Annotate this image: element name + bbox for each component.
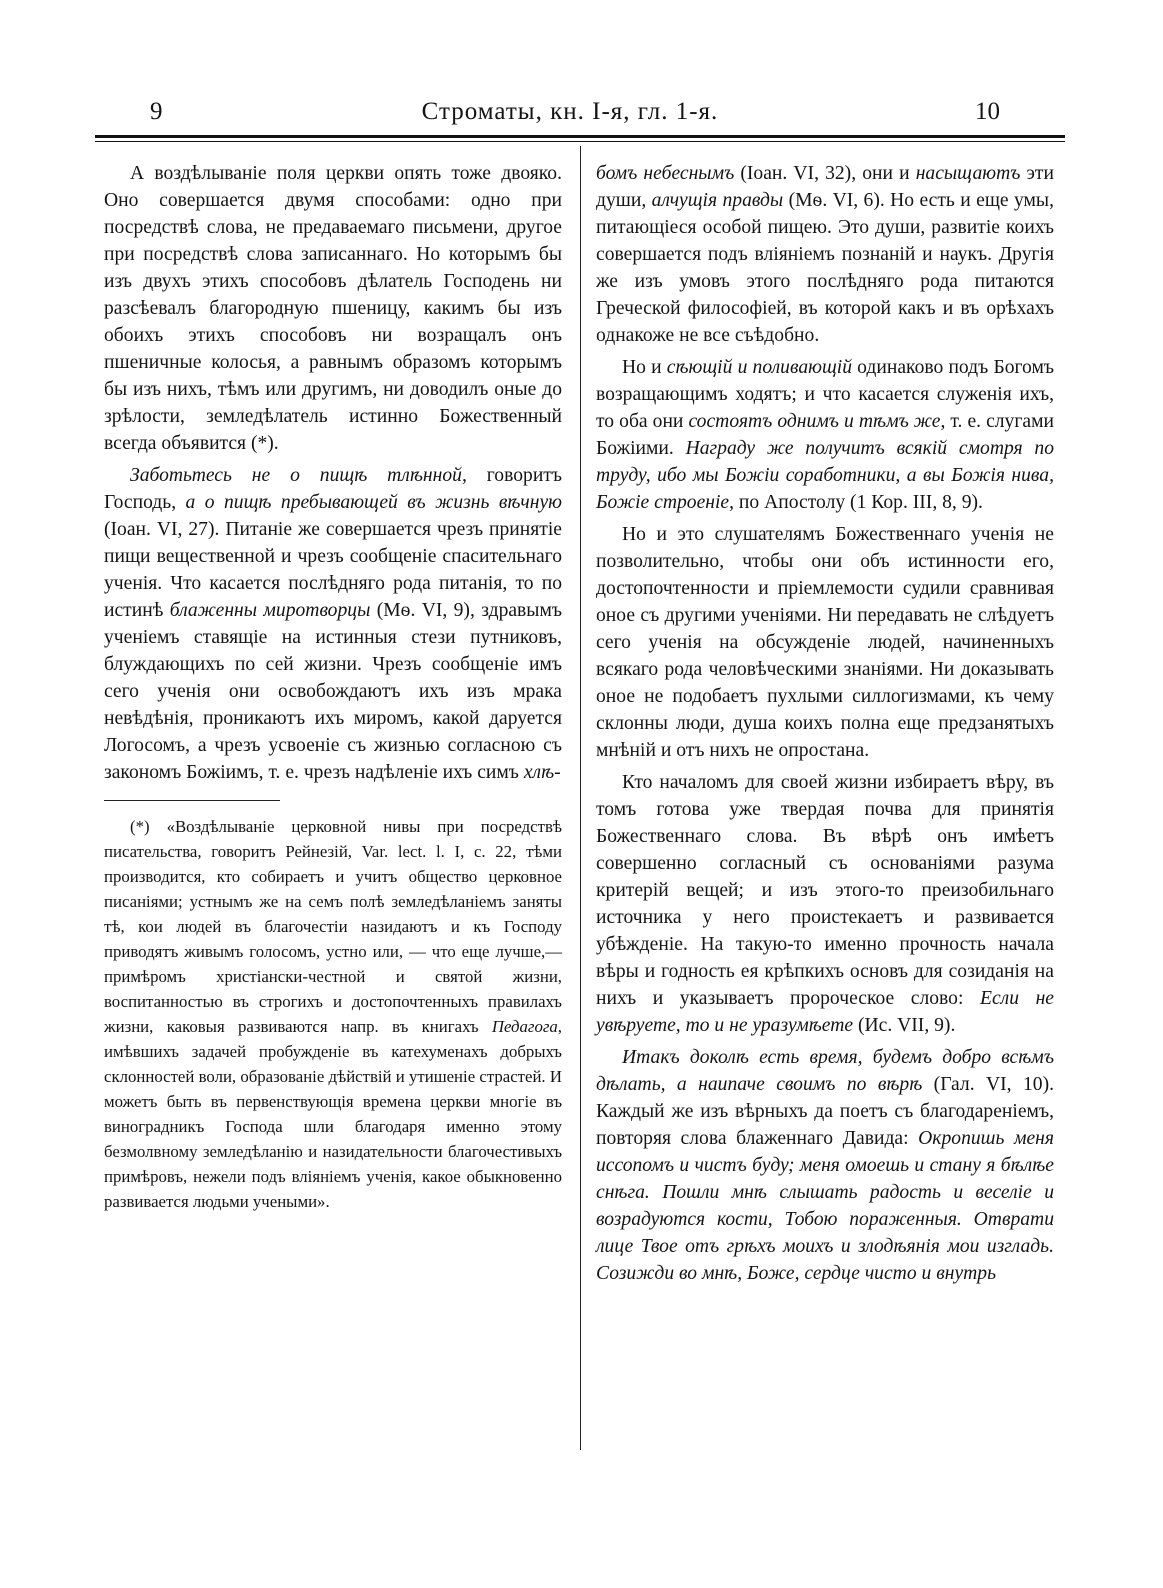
- header-rule-thick: [95, 135, 1065, 138]
- text-run: (Гал. VI, 10). Каждый же изъ вѣрныхъ да поетъ съ благодареніемъ, повторяя слова блаженнаго Давида:: [596, 1074, 1054, 1149]
- text-run: , имѣвшихъ задачей пробужденіе въ катехуменахъ добрыхъ склонностей воли, образованіе дѣйствій и утишеніе страстей. И можетъ быть въ первенствующія времена церкви многіе въ виноградникъ Господа шли благодаря именно этому безмолвному земледѣланію и назидательности благочестивыхъ примѣровъ, нежели подъ вліяніемъ ученія, какое обыкновенно развивается людьми учеными».: [104, 1017, 562, 1211]
- paragraph: [596, 160, 1054, 349]
- italic-run: Заботьтесь не о пищѣ тлѣнной,: [130, 465, 467, 486]
- paragraph: А воздѣлываніе поля церкви опять тоже двояко. Оно совершается двумя способами: одно при посредствѣ слова, не предаваемаго письмени, другое при посредствѣ слова записаннаго. Но которымъ бы изъ двухъ этихъ способовъ дѣлатель Господень ни разсѣевалъ благородную пшеницу, какимъ бы изъ обоихъ этихъ способовъ ни возращалъ онъ пшеничные колосья, а равнымъ образомъ которымъ бы изъ нихъ, тѣмъ или другимъ, ни доводилъ оные до зрѣлости, земледѣлатель истинно Божественный всегда объявится (*).: [104, 163, 562, 454]
- footnote: [104, 814, 562, 1214]
- italic-run: Педагога: [491, 1017, 558, 1036]
- italic-run: блаженны миротворцы: [169, 600, 371, 621]
- text-run: (Іоан. VI, 27). Питаніе же совершается чрезъ принятіе пищи вещественной и чрезъ сообщеніе спасительнаго ученія. Что касается послѣдняго рода питанія, то по истинѣ: [104, 519, 562, 621]
- column-divider: [580, 146, 581, 1450]
- left-column: [104, 160, 562, 1214]
- paragraph: [596, 1044, 1054, 1287]
- running-title: Строматы, кн. I-я, гл. 1-я.: [421, 98, 719, 125]
- right-column: [596, 160, 1054, 1287]
- italic-run: хлѣ-: [523, 762, 561, 783]
- paragraph: [596, 354, 1054, 516]
- text-run: Кто началомъ для своей жизни избираетъ вѣру, въ томъ готова уже твердая почва для принятія Божественнаго слова. Въ вѣрѣ онъ имѣетъ совершенно согласный съ основаніями разума критерій вещей; и изъ этого-то преизобильнаго источника у него проистекаетъ и развивается убѣжденіе. На такую-то именно прочность начала вѣры и годность ея крѣпкихъ основъ для созиданія на нихъ и указываетъ пророческое слово:: [596, 772, 1054, 1009]
- text-run: эти души,: [596, 163, 1054, 211]
- text-run: (Мѳ. VI, 9), здравымъ ученіемъ ставящіе на истинныя стези путниковъ, блуждающихъ по сей жизни. Чрезъ сообщеніе имъ сего ученія они освобождаютъ ихъ изъ мрака невѣдѣнія, проникаютъ ихъ миромъ, какой даруется Логосомъ, а чрезъ усвоеніе съ жизнью согласною съ закономъ Божіимъ, т. е. чрезъ надѣленіе ихъ симъ: [104, 600, 563, 783]
- header-rule-thin: [95, 141, 1065, 142]
- paragraph: [596, 769, 1054, 1039]
- footnote-rule: [104, 800, 280, 801]
- text-run: (Ис. VII, 9).: [853, 1015, 956, 1036]
- footnote-text: [104, 814, 562, 1214]
- text-run: (*) «Воздѣлываніе церковной нивы при посредствѣ писательства, говоритъ Рейнезій, Var. lect. l. I, c. 22, тѣми производится, кто собираетъ и учитъ общество церковное писаніями; устнымъ же на семъ полѣ земледѣланіемъ заняты тѣ, кои людей въ благочестіи назидаютъ и къ Господу приводятъ живымъ голосомъ, устно или, — что еще лучше,—примѣромъ христіански-честной и святой жизни, воспитанностью въ строгихъ и достопочтенныхъ правилахъ жизни, каковыя развиваются напр. въ книгахъ: [104, 817, 562, 1036]
- italic-run: состоятъ однимъ и тѣмъ же: [688, 411, 941, 432]
- italic-run: алчущія правды: [651, 190, 784, 211]
- page-number-left: 9: [150, 98, 163, 125]
- italic-run: бомъ небеснымъ: [596, 163, 735, 184]
- italic-run: а о пищѣ пребывающей въ жизнь вѣчную: [185, 492, 562, 513]
- italic-run: Награду же получитъ всякій смотря по труду, ибо мы Божіи соработники, а вы Божія нива, Божіе строеніе,: [596, 438, 1054, 513]
- italic-run: Окропишь меня иссопомъ и чистъ буду; меня омоешь и стану я бѣлѣе снѣга. Пошли мнѣ слышать радость и веселіе и возрадуются кости, Тобою пораженныя. Отврати лице Твое отъ грѣхъ моихъ и злодѣянія мои изгладь. Созижди во мнѣ, Боже, сердце чисто и внутрь: [596, 1128, 1054, 1284]
- italic-run: Итакъ доколѣ есть время, будемъ добро всѣмъ дѣлать, а наипаче своимъ по вѣрѣ: [596, 1047, 1054, 1095]
- page-number-right: 10: [975, 98, 1000, 125]
- text-run: одинаково подъ Богомъ возращающимъ ходятъ; и что касается служенія ихъ, то оба они: [596, 357, 1054, 432]
- italic-run: насыщаютъ: [915, 163, 1021, 184]
- text-run: , т. е. слугами Божіими.: [596, 411, 1054, 459]
- text-run: (Іоан. VI, 32), они и: [734, 163, 916, 184]
- paragraph: Но и это слушателямъ Божественнаго ученія не позволительно, чтобы они объ истинности его, достопочтенности и пріемлемости судили сравнивая оное съ другими ученіями. Ни передавать не слѣдуетъ сего ученія на обсужденіе людей, начиненныхъ всякаго рода человѣческими знаніями. Ни доказывать оное не подобаетъ пухлыми силлогизмами, къ чему склонны люди, душа коихъ полна еще предзанятыхъ мнѣній и отъ нихъ не опростана.: [596, 524, 1054, 761]
- italic-run: Если не увѣруете, то и не уразумѣете: [596, 988, 1054, 1036]
- text-run: Но и: [622, 357, 667, 378]
- paragraph: [104, 462, 562, 786]
- text-run: по Апостолу (1 Кор. III, 8, 9).: [734, 492, 983, 513]
- italic-run: сѣющій и поливающій: [666, 357, 852, 378]
- text-run: говоритъ Господь,: [104, 465, 562, 513]
- text-run: (Мѳ. VI, 6). Но есть и еще умы, питающіеся особой пищею. Это души, развитіе коихъ совершается подъ вліяніемъ познаній и наукъ. Другія же изъ умовъ этого послѣдняго рода питаются Греческой философіей, въ которой какъ и въ орѣхахъ однакоже не все съѣдобно.: [596, 190, 1054, 346]
